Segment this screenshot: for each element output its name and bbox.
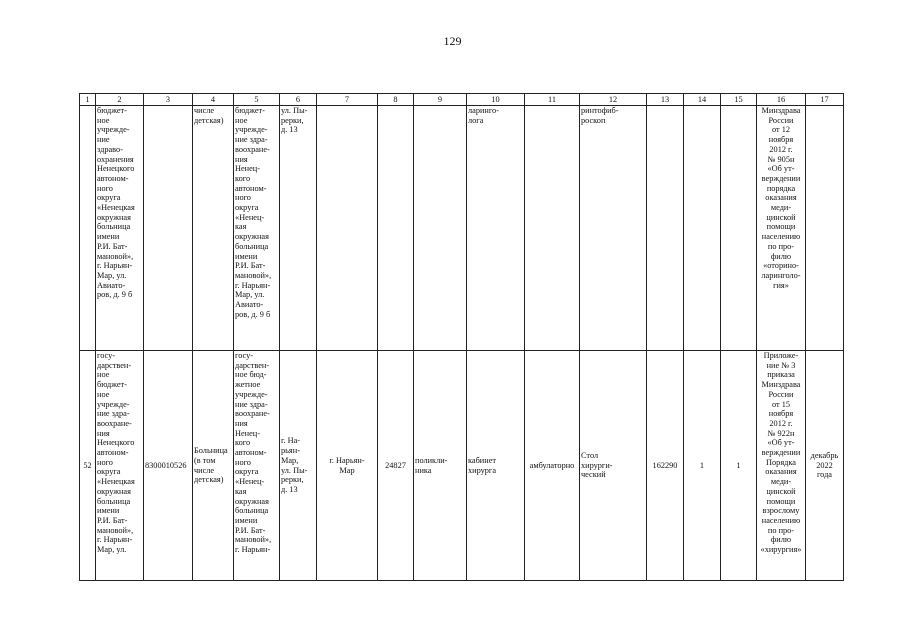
column-header: 2 bbox=[96, 94, 144, 106]
cell-number: 52 bbox=[80, 351, 96, 581]
column-header: 9 bbox=[414, 94, 467, 106]
column-header: 14 bbox=[684, 94, 721, 106]
cell-number bbox=[80, 106, 96, 351]
cell-qty-b bbox=[721, 106, 757, 351]
cell-organization: бюджет- ное учрежде- ние здраво- охранения Ненецкого автоном- ного округа «Ненецкая окружная больница имени Р.И. Бат- мановой», г. Нарьян- Мар, ул. Авиато- ров, д. 9 б bbox=[96, 106, 144, 351]
cell-equipment-code bbox=[647, 106, 684, 351]
column-header: 7 bbox=[317, 94, 378, 106]
column-header: 1 bbox=[80, 94, 96, 106]
cell-regulation: Приложе- ние № 3 приказа Минздрава России от 15 ноября 2012 г. № 922н «Об ут- верждении Порядка оказания меди- цинской помощи взрослому населению по про- филю «хирургия» bbox=[757, 351, 806, 581]
column-header: 16 bbox=[757, 94, 806, 106]
cell-code bbox=[378, 106, 414, 351]
cell-organization-full: бюджет- ное учрежде- ние здра- воохране- ния Ненец- кого автоном- ного округа «Ненец- кая окружная больница имени Р.И. Бат- мановой», г. Нарьян- Мар, ул. Авиато- ров, д. 9 б bbox=[234, 106, 280, 351]
cell-equipment-code: 162290 bbox=[647, 351, 684, 581]
cell-mode bbox=[525, 106, 580, 351]
cell-code: 24827 bbox=[378, 351, 414, 581]
cell-unit bbox=[414, 106, 467, 351]
cell-deadline bbox=[806, 106, 844, 351]
cell-city: г. Нарьян- Мар bbox=[317, 351, 378, 581]
cell-unit: поликли- ника bbox=[414, 351, 467, 581]
column-header: 6 bbox=[280, 94, 317, 106]
cell-regulation: Минздрава России от 12 ноября 2012 г. № 905н «Об ут- верждении порядка оказания меди- цинской помощи населению по про- филю «оторино- ларинголо- гия» bbox=[757, 106, 806, 351]
cell-mode: амбулаторно bbox=[525, 351, 580, 581]
cell-inn bbox=[144, 106, 193, 351]
cell-address: г. На- рьян- Мар, ул. Пы- рерки, д. 13 bbox=[280, 351, 317, 581]
header-row bbox=[80, 94, 844, 106]
cell-room: кабинет хирурга bbox=[467, 351, 525, 581]
table-row bbox=[80, 351, 844, 581]
column-header: 4 bbox=[193, 94, 234, 106]
cell-organization-full: госу- дарствен- ное бюд- жетное учрежде- ние здра- воохране- ния Ненец- кого автоном- ного округа «Ненец- кая окружная больница имени Р.И. Бат- мановой», г. Нарьян- bbox=[234, 351, 280, 581]
cell-inn: 8300010526 bbox=[144, 351, 193, 581]
column-header: 17 bbox=[806, 94, 844, 106]
page-number: 129 bbox=[443, 34, 462, 48]
column-header: 11 bbox=[525, 94, 580, 106]
column-header: 10 bbox=[467, 94, 525, 106]
cell-type: Больница (в том числе детская) bbox=[193, 351, 234, 581]
cell-address: ул. Пы- рерки, д. 13 bbox=[280, 106, 317, 351]
cell-room: ларинго- лога bbox=[467, 106, 525, 351]
column-header: 3 bbox=[144, 94, 193, 106]
cell-city bbox=[317, 106, 378, 351]
cell-deadline: декабрь 2022 года bbox=[806, 351, 844, 581]
column-header: 15 bbox=[721, 94, 757, 106]
column-header: 13 bbox=[647, 94, 684, 106]
cell-qty-a: 1 bbox=[684, 351, 721, 581]
cell-qty-b: 1 bbox=[721, 351, 757, 581]
table-row bbox=[80, 106, 844, 351]
column-header: 12 bbox=[580, 94, 647, 106]
cell-type: числе детская) bbox=[193, 106, 234, 351]
column-header: 8 bbox=[378, 94, 414, 106]
cell-equipment: ринтофиб- роскоп bbox=[580, 106, 647, 351]
cell-organization: госу- дарствен- ное бюджет- ное учрежде- ние здра- воохране- ния Ненецкого автоном- ного округа «Ненецкая окружная больница имени Р.И. Бат- мановой», г. Нарьян- Мар, ул. bbox=[96, 351, 144, 581]
column-header: 5 bbox=[234, 94, 280, 106]
equipment-table bbox=[79, 93, 844, 581]
cell-equipment: Стол хирурги- ческий bbox=[580, 351, 647, 581]
cell-qty-a bbox=[684, 106, 721, 351]
